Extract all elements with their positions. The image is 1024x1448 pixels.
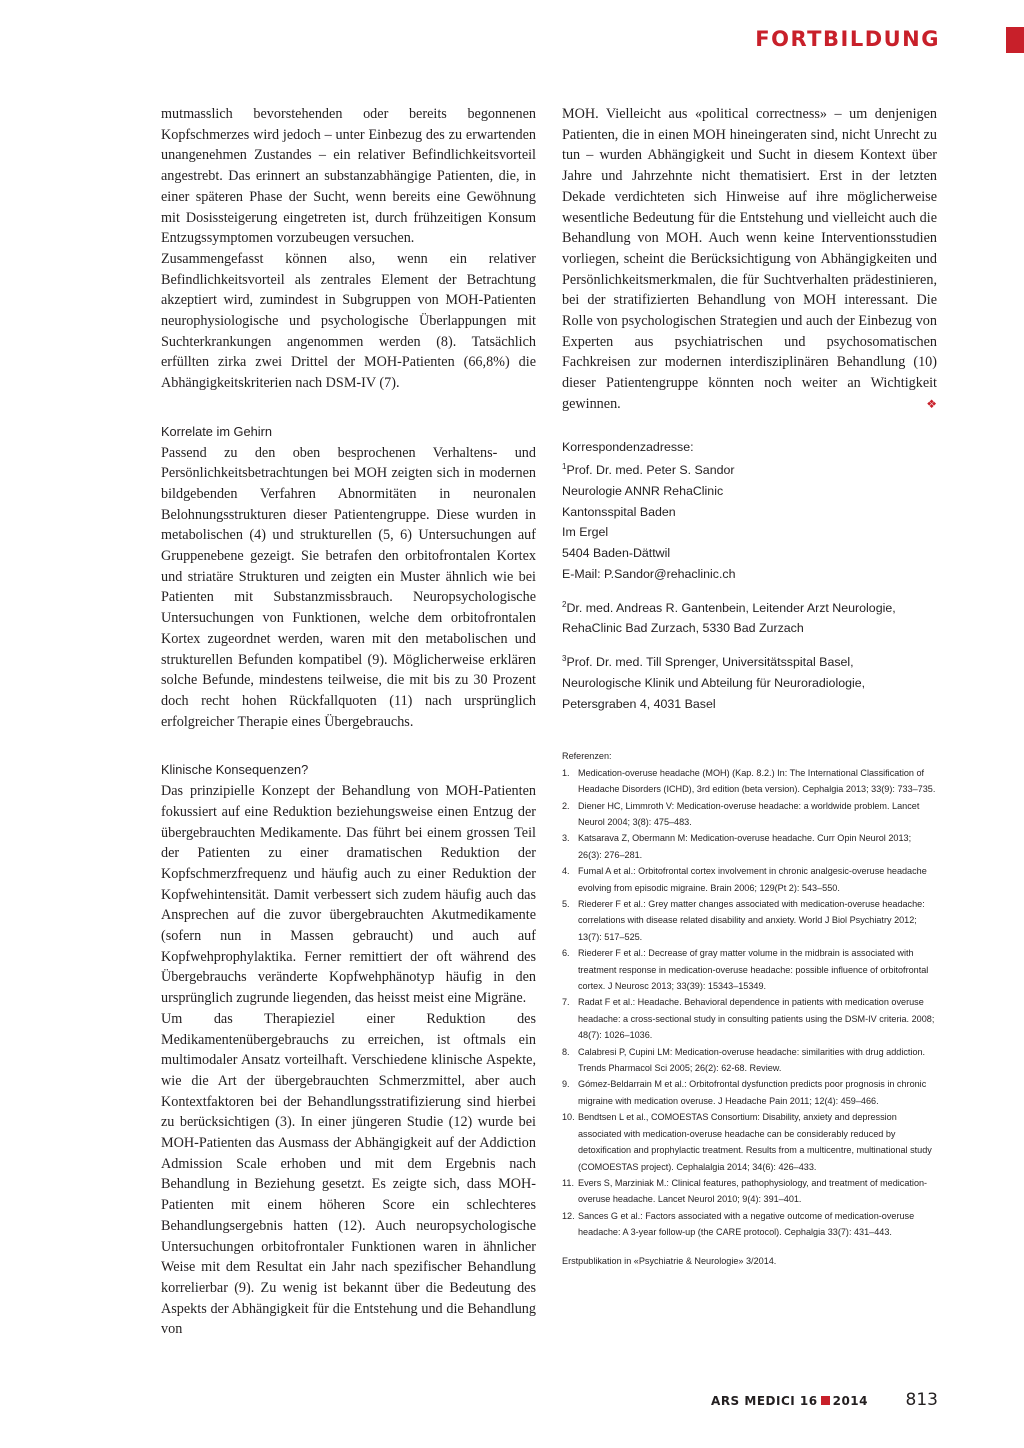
reference-number: 5. — [562, 899, 570, 910]
affiliation-number: 2 — [562, 599, 567, 609]
reference-text: Sances G et al.: Factors associated with a negative outcome of medication-overuse headache: A 3-year follow-up (the CARE protocol). Cephalgia 33(7): 431–443. — [578, 1210, 915, 1238]
reference-text: Medication-overuse headache (MOH) (Kap. 8.2.) In: The International Classification of Headache Disorders (ICHD), 3rd edition (beta version). Cephalgia 2013; 33(9): 733–735. — [578, 767, 936, 795]
address-block-3 — [562, 649, 937, 714]
affiliation-number: 3 — [562, 654, 567, 664]
paragraph-text: MOH. Vielleicht aus «political correctness» – um denjenigen Patienten, die in einen MOH hineingeraten sind, nicht Unrecht zu tun – wurden Abhängigkeit und Sucht in diesem Kontext über Jahre und Jahrzehnte nicht thematisiert. Erst in der letzten Dekade verdichteten sich Hinweise auf ihre möglicherweise wesentliche Bedeutung für die Entstehung und vielleicht auch die Behandlung von MOH. Auch wenn keine Interventionsstudien vorliegen, scheint die Berücksichtigung von Abhängigkeiten und Persönlichkeitsmerkmalen, die für Suchtverhalten prädestinieren, bei der stratifizierten Behandlung von MOH interessant. Die Rolle von psychologischen Strategien und auch der Einbezug von Experten aus psychiatrischen und psychosomatischen Fachkreisen zur modernen interdisziplinären Behandlung (10) dieser Patientengruppe könnten noch weiter an Wichtigkeit gewinnen. — [562, 106, 937, 412]
address-line — [562, 457, 937, 481]
correspondence-label: Korrespondenzadresse: — [562, 439, 694, 454]
reference-text: Diener HC, Limmroth V: Medication-overuse headache: a worldwide problem. Lancet Neurol 2004; 3(8): 475–483. — [578, 800, 920, 827]
separator-square — [821, 1396, 830, 1405]
reference-text: Riederer F et al.: Decrease of gray matter volume in the midbrain is associated with treatment response in medication-overuse headache: possible influence of orbitofrontal cortex. J Neurosc 2013; 33(39): 15343–15349. — [578, 948, 929, 992]
address-text: Prof. Dr. med. Peter S. Sandor — [566, 463, 735, 478]
address-text: Dr. med. Andreas R. Gantenbein, Leitender Arzt Neurologie, — [566, 600, 896, 615]
reference-text: Radat F et al.: Headache. Behavioral dependence in patients with medication overuse headache: a cross-sectional study in consulting patients using the DSM-IV criteria. 2008; 48(7): 1026–1036. — [578, 997, 935, 1041]
section-heading: Klinische Konsequenzen? — [161, 762, 309, 778]
address-line: Petersgraben 4, 4031 Basel — [562, 696, 716, 711]
address-line: Neurologie ANNR RehaClinic — [562, 484, 724, 499]
address-text: Prof. Dr. med. Till Sprenger, Universitätsspital Basel, — [566, 655, 854, 670]
reference-text: Gómez-Beldarrain M et al.: Orbitofrontal dysfunction predicts poor prognosis in chronic migraine with medication overuse. J Headache Pain 2011; 12(4): 459–466. — [578, 1079, 927, 1106]
reference-item — [562, 1109, 937, 1175]
paragraph: Zusammengefasst können also, wenn ein relativer Befindlichkeitsvorteil als zentrales Element der Betrachtung akzeptiert wird, zumindest in Subgruppen von MOH-Patienten neurophysiologische und psychologische Überlappungen mit Suchterkrankungen angenommen werden (8). Tatsächlich erfüllten zirka zwei Drittel der MOH-Patienten (66,8%) die Abhängigkeitskriterien nach DSM-IV (7). — [161, 250, 536, 392]
reference-number: 2. — [562, 800, 570, 811]
address-line: RehaClinic Bad Zurzach, 5330 Bad Zurzach — [562, 621, 804, 636]
reference-number: 3. — [562, 833, 570, 844]
header-section-title: FORTBILDUNG — [755, 27, 940, 51]
address-line: Im Ergel — [562, 525, 609, 540]
publication-note: Erstpublikation in «Psychiatrie & Neurologie» 3/2014. — [562, 1255, 777, 1266]
reference-item — [562, 1208, 937, 1241]
page-number: 813 — [905, 1390, 938, 1410]
address-block-2 — [562, 595, 937, 640]
reference-text: Riederer F et al.: Grey matter changes associated with medication-overuse headache: correlations with disease related disability and anxiety. World J Biol Psychiatry 2012; 13(7): 517–525. — [578, 899, 925, 942]
reference-number: 11. — [562, 1177, 574, 1188]
reference-number: 7. — [562, 997, 570, 1008]
end-of-article-icon: ❖ — [926, 396, 937, 411]
address-line: Kantonsspital Baden — [562, 504, 676, 519]
address-block-1 — [562, 457, 937, 584]
reference-item — [562, 765, 937, 798]
paragraph: Passend zu den oben besprochenen Verhaltens- und Persönlichkeitsbetrachtungen bei MOH zeigten sich in modernen bildgebenden Verfahren Abnormitäten in neuronalen Belohnungsstrukturen dieser Patientengruppe. Diese wurden in metabolischen (4) und strukturellen (5, 6) Untersuchungen auf Gruppenebene gezeigt. Sie betrafen den orbitofrontalen Kortex und striatäre Strukturen und zeigten ein Muster ähnlich wie bei Patienten mit Substanzmissbrauch. Neuropsychologische Untersuchungen von Funktionen, welche dem orbitofrontalen Kortex zugeordnet werden, waren mit den metabolischen und strukturellen Befunden kompatibel (9). Möglicherweise erklären solche Befunde, mindestens teilweise, die mit bis zu 30 Prozent doch recht hohen Rückfallquoten (11) nach ursprünglich erfolgreicher Therapie eines Übergebrauchs. — [161, 444, 536, 730]
reference-item — [562, 896, 937, 945]
reference-number: 1. — [562, 767, 570, 778]
references — [562, 748, 937, 1269]
reference-number: 4. — [562, 866, 570, 877]
reference-number: 12. — [562, 1210, 575, 1221]
reference-text: Calabresi P, Cupini LM: Medication-overuse headache: similarities with drug addiction. Trends Pharmacol Sci 2005; 26(2): 62-68. Review. — [578, 1046, 926, 1074]
address-line: 5404 Baden-Dättwil — [562, 546, 671, 561]
reference-item — [562, 994, 937, 1043]
left-column — [161, 104, 536, 1340]
reference-item — [562, 863, 937, 896]
reference-item — [562, 1076, 937, 1109]
reference-number: 8. — [562, 1046, 570, 1057]
address-line: Neurologische Klinik und Abteilung für Neuroradiologie, — [562, 675, 866, 690]
email-line[interactable]: E-Mail: P.Sandor@rehaclinic.ch — [562, 566, 736, 581]
reference-text: Katsarava Z, Obermann M: Medication-overuse headache. Curr Opin Neurol 2013; 26(3): 276–281. — [578, 833, 912, 860]
paragraph: Das prinzipielle Konzept der Behandlung von MOH-Patienten fokussiert auf eine Reduktion beziehungsweise einen Entzug der übergebrauchten Medikamente. Das führt bei einem grossen Teil der Patienten zu einer dramatischen Reduktion der Kopfschmerzfrequenz und häufig auch zu einer Reduktion der Kopfwehintensität. Damit verbessert sich zudem häufig auch das Ansprechen auf die zuvor übergebrauchten Akutmedikamente (sofern nun in Massen gebraucht) und auch auf Kopfwehprophylaktika. Ferner remittiert der oft während des Übergebrauchs veränderte Kopfwehphänotyp häufig in den ursprünglich zugrunde liegenden, das heisst meist eine Migräne. — [161, 783, 536, 1007]
reference-item — [562, 830, 937, 863]
reference-number: 10. — [562, 1112, 575, 1123]
journal-year: 2014 — [832, 1394, 868, 1408]
reference-item — [562, 1044, 937, 1077]
section-heading: Korrelate im Gehirn — [161, 423, 272, 439]
paragraph: Um das Therapieziel einer Reduktion des Medikamentenübergebrauchs zu erreichen, ist oftmals ein multimodaler Ansatz vorteilhaft. Verschiedene klinische Aspekte, wie die Art der übergebrauchten Schmerzmittel, aber auch Kontextfaktoren bei der Behandlungsstratifizierung sind hierbei zu berücksichtigen (3). In einer jüngeren Studie (12) wurde bei MOH-Patienten das Ausmass der Abhängigkeit auf der Addiction Admission Scale erhoben und mit dem Ergebnis nach Behandlung in Beziehung gesetzt. Es zeigte sich, dass MOH-Patienten mit einem höheren Score ein schlechteres Behandlungsergebnis hatten (12). Auch neuropsychologische Untersuchungen orbitofrontaler Funktionen waren in ähnlicher Weise mit dem Resultat ein Jahr nach spezifischer Behandlung korrelierbar (9). Zu wenig ist bekannt über die Bedeutung des Aspekts der Abhängigkeit für die Entstehung und die Behandlung von — [161, 1010, 536, 1338]
address-line — [562, 649, 937, 673]
reference-list — [562, 765, 937, 1241]
reference-number: 9. — [562, 1079, 570, 1090]
reference-text: Bendtsen L et al., COMOESTAS Consortium: Disability, anxiety and depression associated with medication-overuse headache can be considerably reduced by detoxification and prophylactic treatment. Results from a multicentre, multinational study (COMOESTAS project). Cephalalgia 2014; 34(6): 426–433. — [578, 1112, 932, 1172]
correspondence-address — [562, 437, 937, 715]
reference-item — [562, 798, 937, 831]
paragraph — [562, 104, 937, 415]
references-label: Referenzen: — [562, 751, 612, 762]
address-line — [562, 595, 937, 619]
reference-text: Fumal A et al.: Orbitofrontal cortex involvement in chronic analgesic-overuse headache evolving from episodic migraine. Brain 2006; 129(Pt 2): 543–550. — [578, 866, 927, 893]
reference-number: 6. — [562, 948, 570, 959]
reference-text: Evers S, Marziniak M.: Clinical features, pathophysiology, and treatment of medication-overuse headache. Lancet Neurol 2010; 9(4): 391–401. — [578, 1177, 928, 1205]
header-accent-bar — [1006, 27, 1024, 53]
footer-journal — [711, 1394, 868, 1408]
affiliation-number: 1 — [562, 462, 567, 472]
journal-name: ARS MEDICI 16 — [711, 1394, 818, 1408]
right-column — [562, 104, 937, 1269]
reference-item — [562, 945, 937, 994]
reference-item — [562, 1175, 937, 1208]
paragraph: mutmasslich bevorstehenden oder bereits begonnenen Kopfschmerzes wird jedoch – unter Einbezug des zu erwartenden unangenehmen Zustandes – ein relativer Befindlichkeitsvorteil angestrebt. Das erinnert an substanzabhängige Patienten, die, in einer späteren Phase der Sucht, wenn bereits eine Gewöhnung mit Dosissteigerung eingetreten ist, durch frühzeitigen Konsum Entzugssymptomen vorzubeugen versuchen. — [161, 106, 536, 247]
